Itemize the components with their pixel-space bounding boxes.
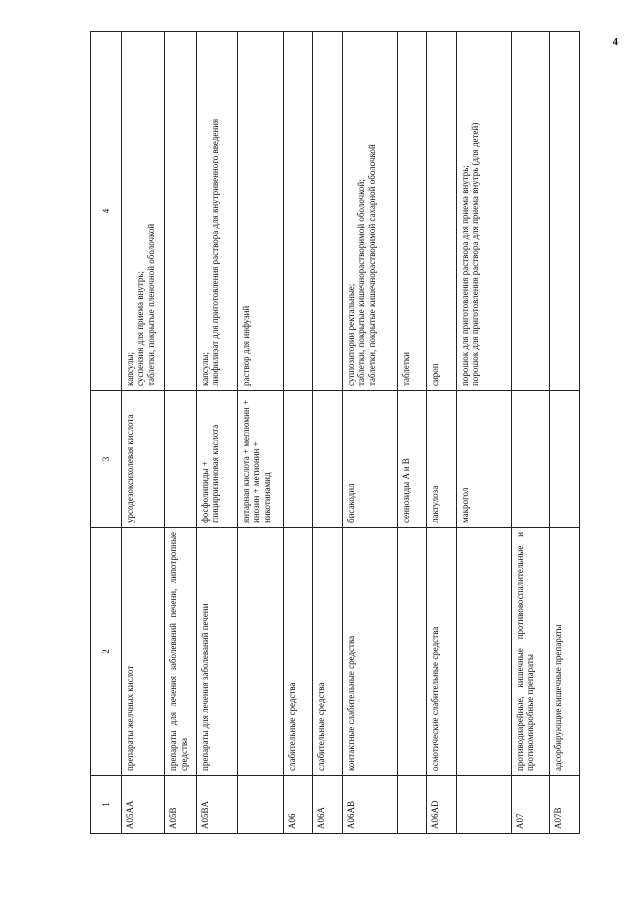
dosage-forms-cell (342, 32, 397, 391)
group-name-cell: препараты для лечения заболеваний печени (196, 528, 237, 776)
dosage-forms-cell (313, 32, 343, 391)
atc-code-cell: A06A (313, 776, 343, 834)
dosage-forms-cell (122, 32, 165, 391)
drug-table-container (90, 32, 580, 834)
group-name-cell: препараты для лечения заболеваний печени, липотропные средства (165, 528, 197, 776)
dosage-form-line: лиофилизат для приготовления раствора для внутривенного введения (210, 118, 221, 386)
table-row (456, 32, 511, 834)
column-header: 4 (91, 32, 122, 391)
substance-cell: лактулоза (427, 391, 457, 528)
substance-cell: бисакодил (342, 391, 397, 528)
group-name-cell (397, 528, 427, 776)
substance-cell (165, 391, 197, 528)
dosage-form-line: суппозитории ректальные; (345, 283, 356, 386)
dosage-form-line: таблетки (400, 351, 411, 386)
dosage-form-line: таблетки, покрытые кишечнорастворимой оболочкой; (356, 179, 367, 386)
dosage-form-line: порошок для приготовления раствора для приема внутрь (для детей) (470, 122, 481, 386)
group-name-cell: противодиарейные, кишечные противовоспалительные и противомикробные препараты (511, 528, 550, 776)
table-row (122, 32, 165, 834)
dosage-form-line: капсулы; (125, 352, 135, 386)
substance-cell: сеннозиды A и B (397, 391, 427, 528)
dosage-form-line: таблетки, покрытые пленочной оболочкой (145, 223, 156, 386)
atc-code-cell: A05BA (196, 776, 237, 834)
group-name-cell: слабительные средства (313, 528, 343, 776)
substance-cell: янтарная кислота + меглюмин + инозин + метионин + никотинамид (237, 391, 283, 528)
table-row (427, 32, 457, 834)
dosage-form-line: суспензия для приема внутрь; (135, 271, 146, 386)
dosage-form-line: порошок для приготовления раствора для приема внутрь; (459, 165, 470, 386)
table-row (313, 32, 343, 834)
atc-code-cell (397, 776, 427, 834)
atc-code-cell: A07B (550, 776, 580, 834)
table-row (511, 32, 550, 834)
substance-cell (283, 391, 313, 528)
substance-cell (313, 391, 343, 528)
atc-code-cell: A05AA (122, 776, 165, 834)
atc-code-cell: A06AB (342, 776, 397, 834)
dosage-form-line: раствор для инфузий (240, 305, 251, 386)
atc-code-cell: A05B (165, 776, 197, 834)
table-header-row (91, 32, 122, 834)
dosage-forms-cell (511, 32, 550, 391)
dosage-forms-cell (427, 32, 457, 391)
table-row (283, 32, 313, 834)
dosage-forms-cell (237, 32, 283, 391)
table-row (237, 32, 283, 834)
substance-cell: урсодезоксихолевая кислота (122, 391, 165, 528)
page-number: 4 (612, 36, 618, 48)
column-header: 1 (91, 776, 122, 834)
substance-cell: фосфолипиды + глицирризиновая кислота (196, 391, 237, 528)
column-header: 3 (91, 391, 122, 528)
dosage-form-line: капсулы; (199, 352, 210, 386)
group-name-cell: осмотические слабительные средства (427, 528, 457, 776)
table-row (196, 32, 237, 834)
table-row (165, 32, 197, 834)
dosage-form-line: таблетки, покрытые кишечнорастворимой сахарной оболочкой (366, 144, 377, 386)
substance-cell: макрогол (456, 391, 511, 528)
group-name-cell: контактные слабительные средства (342, 528, 397, 776)
drug-table (90, 31, 580, 834)
table-row (342, 32, 397, 834)
atc-code-cell (456, 776, 511, 834)
substance-cell (511, 391, 550, 528)
table-body (122, 32, 580, 834)
dosage-forms-cell (550, 32, 580, 391)
atc-code-cell (237, 776, 283, 834)
dosage-forms-cell (196, 32, 237, 391)
dosage-form-line: сироп (430, 363, 441, 386)
dosage-forms-cell (283, 32, 313, 391)
atc-code-cell: A06 (283, 776, 313, 834)
substance-cell (550, 391, 580, 528)
dosage-forms-cell (397, 32, 427, 391)
atc-code-cell: A07 (511, 776, 550, 834)
group-name-cell: слабительные средства (283, 528, 313, 776)
group-name-cell (456, 528, 511, 776)
atc-code-cell: A06AD (427, 776, 457, 834)
table-row (550, 32, 580, 834)
column-header: 2 (91, 528, 122, 776)
dosage-forms-cell (456, 32, 511, 391)
group-name-cell (237, 528, 283, 776)
group-name-cell: адсорбирующие кишечные препараты (550, 528, 580, 776)
group-name-cell: препараты желчных кислот (122, 528, 165, 776)
dosage-forms-cell (165, 32, 197, 391)
table-row (397, 32, 427, 834)
